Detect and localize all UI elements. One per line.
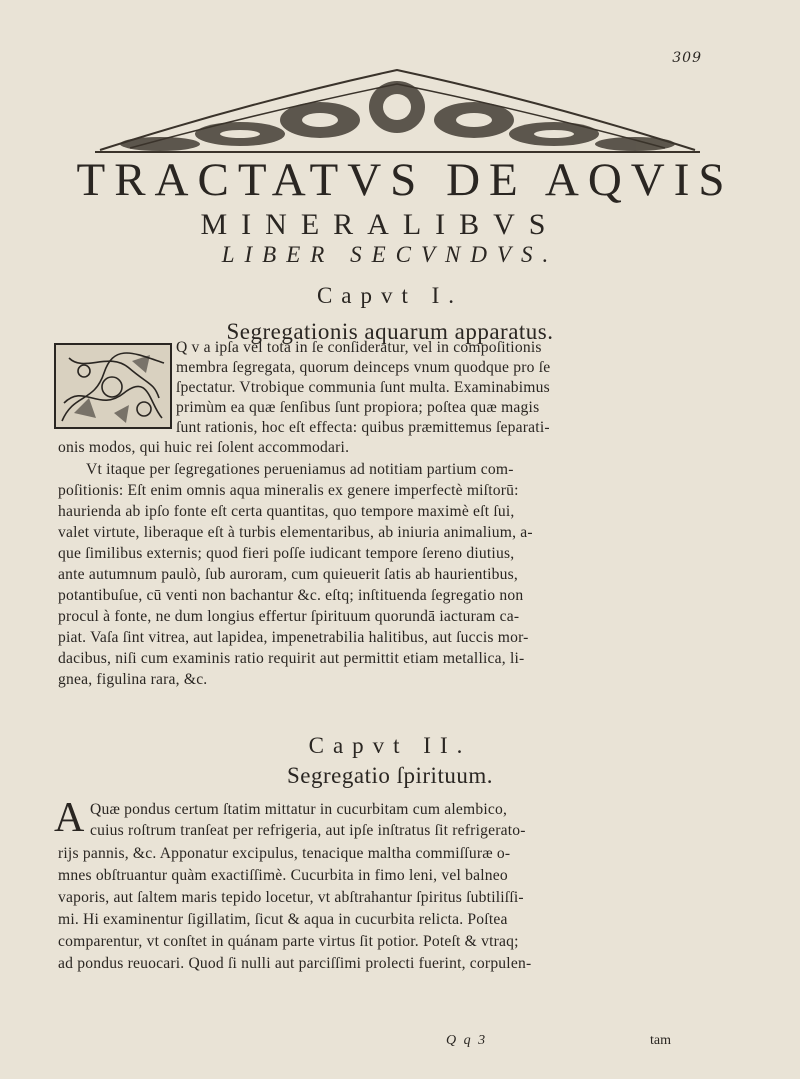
text-line: gnea, figulina rara, &c. (58, 671, 208, 688)
chapter-heading: Capvt I. (316, 283, 464, 308)
ornamental-initial (54, 343, 172, 429)
text-line: ad pondus reuocari. Quod ſi nulli aut parciſſimi prolecti fuerint, corpulen- (58, 955, 532, 972)
chapter-subheading: Segregationis aquarum apparatus. (226, 319, 554, 344)
text-line: poſitionis: Eſt enim omnis aqua mineralis ex genere imperfectè miſtorū: (58, 482, 519, 499)
text-line: dacibus, niſi cum examinis ratio requirit aut permittit etiam metallica, li- (58, 650, 525, 667)
drop-cap: A (54, 795, 85, 841)
catchword: tam (650, 1033, 671, 1048)
book-label: LIBER SECVNDVS. (221, 242, 559, 267)
text-line: valet virtute, liberaque eſt à turbis elementaribus, ab iniuria animalium, a- (58, 524, 533, 541)
text-line: piat. Vaſa ſint vitrea, aut lapidea, impenetrabilia halitibus, aut ſuccis mor- (58, 629, 529, 646)
text-line: procul à fonte, ne dum longius effertur ſpirituum quorundā iacturam ca- (58, 608, 520, 625)
text-line: Q v a ipſa vel tota in ſe conſideratur, vel in compoſitionis (176, 339, 542, 356)
text-line: mi. Hi examinentur ſigillatim, ſicut & aqua in cucurbita relicta. Poſtea (58, 911, 508, 928)
text-line: ſunt rationis, hoc eſt effecta: quibus præmittemus ſeparati- (176, 419, 550, 436)
text-line: primùm ea quæ ſenſibus ſunt propiora; poſtea quæ magis (176, 399, 540, 416)
text-line: que ſimilibus externis; quod fieri poſſe iudicant tempore ſereno diutius, (58, 545, 515, 562)
ornamental-headpiece (90, 62, 705, 154)
text-line: potantibuſue, cū venti non bachantur &c. eſtq; inſtituenda ſegregatio non (58, 587, 524, 604)
treatise-subtitle: MINERALIBVS (200, 208, 560, 241)
text-line: vaporis, aut ſaltem maris tepido locetur, vt abſtrahantur ſpiritus ſubtiliſſi- (58, 889, 524, 906)
text-line: comparentur, vt conſtet in quánam parte virtus ſit potior. Poteſt & vtraq; (58, 933, 519, 950)
text-line: onis modos, qui huic rei ſolent accommodari. (58, 439, 350, 456)
text-line: Quæ pondus certum ſtatim mittatur in cucurbitam cum alembico, (90, 801, 508, 818)
page-number: 309 (672, 50, 702, 66)
signature-mark: Q q 3 (446, 1033, 488, 1048)
text-line: membra ſegregata, quorum deinceps vnum quodque pro ſe (176, 359, 551, 376)
text-line: mnes obſtruantur quàm exactiſſimè. Cucurbita in fimo leni, vel balneo (58, 867, 508, 884)
text-line: rijs pannis, &c. Apponatur excipulus, tenacique maltha commiſſuræ o- (58, 845, 511, 862)
text-line: haurienda ab ipſo fonte eſt certa quantitas, quo tempore maximè eſt ſui, (58, 503, 515, 520)
text-line: ſpectatur. Vtrobique communia ſunt multa. Examinabimus (176, 379, 550, 396)
text-line: ante autumnum paulò, ſub auroram, cum quieuerit ſatis ab haurientibus, (58, 566, 519, 583)
text-line: cuius roſtrum tranſeat per refrigeria, aut ipſe inſtratus ſit refrigerato- (90, 822, 526, 839)
chapter-heading: Capvt II. (308, 733, 472, 758)
treatise-title: TRACTATVS DE AQVIS (76, 154, 734, 206)
text-line: Vt itaque per ſegregationes perueniamus ad notitiam partium com- (86, 461, 514, 478)
chapter-subheading: Segregatio ſpirituum. (287, 763, 493, 788)
